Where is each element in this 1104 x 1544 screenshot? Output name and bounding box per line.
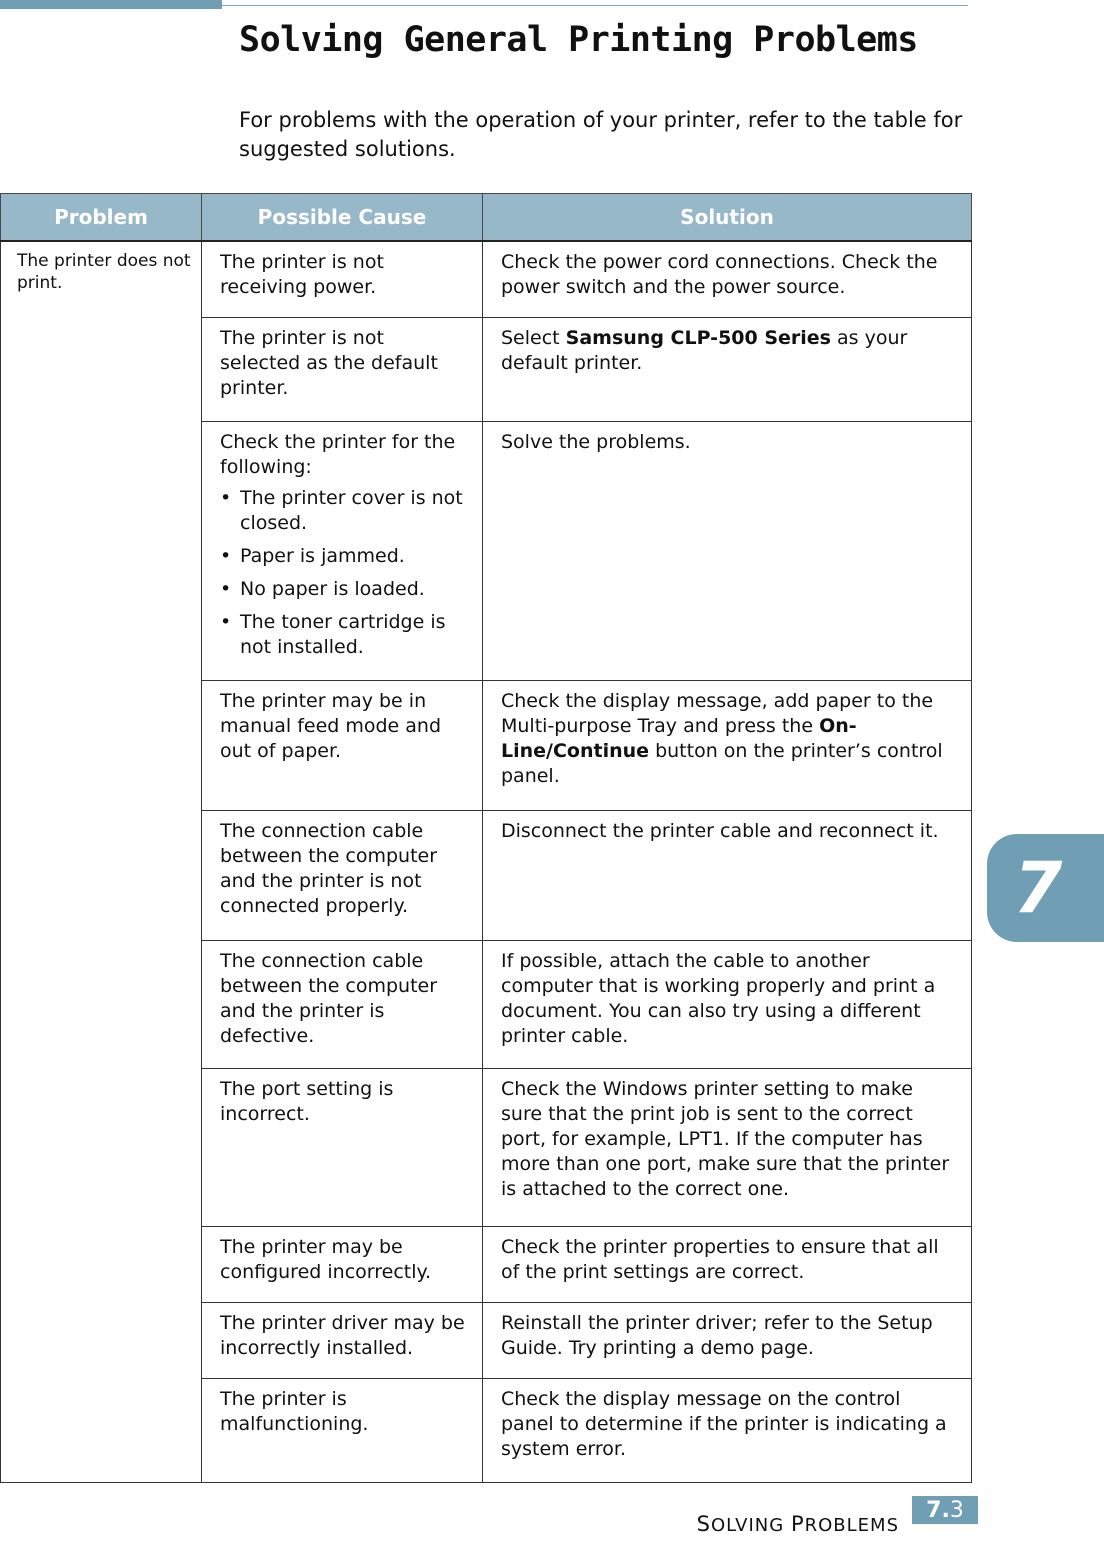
header-problem: Problem	[1, 194, 202, 242]
list-item: • The toner cartridge is not installed.	[220, 610, 466, 660]
cause-cell: The connection cable between the computer and the printer is defective.	[202, 940, 483, 1068]
solution-cell: Check the printer properties to ensure that all of the print settings are correct.	[483, 1226, 972, 1302]
checklist	[220, 486, 466, 660]
header-accent-bar	[0, 0, 222, 9]
header-solution: Solution	[483, 194, 972, 242]
intro-paragraph: For problems with the operation of your printer, refer to the table for suggested solutions.	[239, 108, 963, 161]
list-item: • The printer cover is not closed.	[220, 486, 466, 536]
footer-section-title: SOLVING PROBLEMS	[696, 1512, 899, 1536]
cause-cell: The printer is not receiving power.	[202, 241, 483, 317]
solution-cell: Check the power cord connections. Check the power switch and the power source.	[483, 241, 972, 317]
cause-cell: The printer may be configured incorrectly.	[202, 1226, 483, 1302]
cause-cell: The printer may be in manual feed mode and out of paper.	[202, 680, 483, 810]
online-continue-button-name: On-Line/Continue	[501, 714, 857, 762]
cause-cell: Check the printer for the following: • The printer cover is not closed. • Paper is jammed. • No paper is loaded. • The toner cartridge is not installed.	[202, 421, 483, 680]
cause-cell: The printer is not selected as the default printer.	[202, 317, 483, 421]
solution-cell: Reinstall the printer driver; refer to the Setup Guide. Try printing a demo page.	[483, 1302, 972, 1378]
list-item: • Paper is jammed.	[220, 544, 466, 569]
page-number: 7. 3	[912, 1496, 978, 1524]
solution-cell: Disconnect the printer cable and reconnect it.	[483, 810, 972, 940]
table-row	[1, 241, 972, 317]
cause-cell: The printer driver may be incorrectly installed.	[202, 1302, 483, 1378]
cause-cell: The port setting is incorrect.	[202, 1068, 483, 1226]
header-possible-cause: Possible Cause	[202, 194, 483, 242]
solution-cell: Check the display message, add paper to the Multi-purpose Tray and press the On-Line/Continue button on the printer’s control panel.	[483, 680, 972, 810]
header-rule	[222, 5, 968, 6]
cause-cell: The printer is malfunctioning.	[202, 1378, 483, 1482]
chapter-tab: 7	[987, 834, 1104, 942]
problem-cell: The printer does not print.	[1, 241, 202, 1482]
cause-cell: The connection cable between the computer and the printer is not connected properly.	[202, 810, 483, 940]
page-title: Solving General Printing Problems	[239, 20, 918, 60]
printer-model-name: Samsung CLP-500 Series	[565, 326, 831, 349]
list-item: • No paper is loaded.	[220, 577, 466, 602]
solution-cell: Check the Windows printer setting to make sure that the print job is sent to the correct port, for example, LPT1. If the computer has more than one port, make sure that the printer is attached to the correct one.	[483, 1068, 972, 1226]
solution-cell: Check the display message on the control panel to determine if the printer is indicating a system error.	[483, 1378, 972, 1482]
table-header-row	[1, 194, 972, 242]
troubleshooting-table	[0, 193, 972, 1483]
solution-cell: Select Samsung CLP-500 Series as your default printer.	[483, 317, 972, 421]
solution-cell: Solve the problems.	[483, 421, 972, 680]
solution-cell: If possible, attach the cable to another computer that is working properly and print a document. You can also try using a different printer cable.	[483, 940, 972, 1068]
